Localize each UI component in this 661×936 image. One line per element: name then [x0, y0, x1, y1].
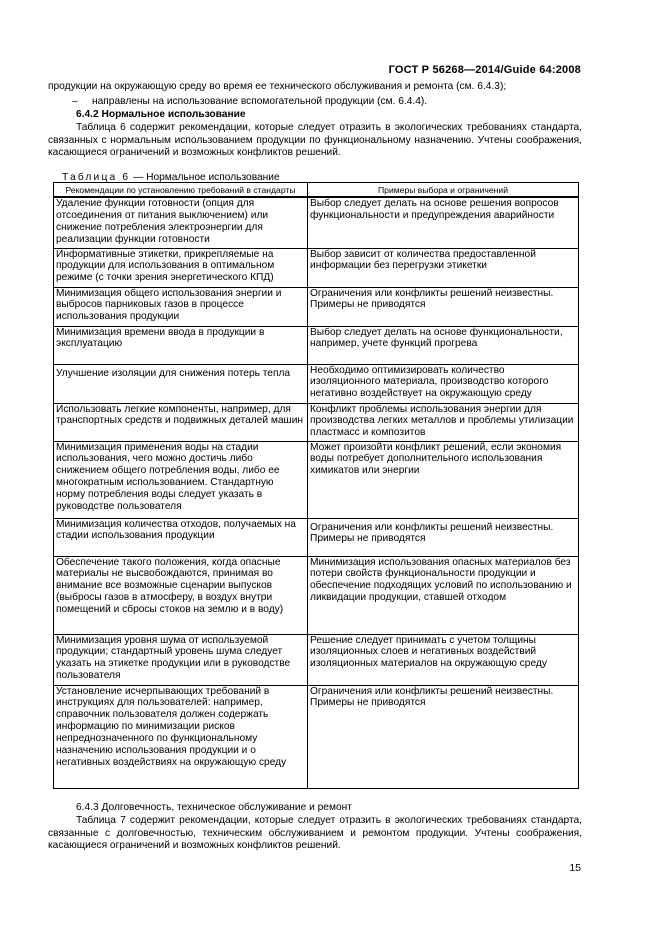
table-row [54, 248, 579, 287]
recommendation-cell: Обеспечение такого положения, когда опасные материалы не высвобождаются, принимая во внимание все возможные сценарии выпусков (выбросы газов в атмосферу, в воздух внутри помещений и сбросы стоков на землю и в воду) [54, 556, 308, 634]
table-row [54, 441, 579, 518]
table-row [54, 403, 579, 441]
table-row [54, 634, 579, 685]
table-row [54, 685, 579, 788]
header-recommendations: Рекомендации по установлению требований в стандарты [54, 183, 308, 198]
table-row [54, 326, 579, 364]
example-cell: Может произойти конфликт решений, если экономия воды потребует дополнительного использования химикатов или энергии [308, 441, 579, 518]
recommendations-table [53, 182, 579, 789]
header-examples: Примеры выбора и ограничений [308, 183, 579, 198]
table-row [54, 287, 579, 326]
recommendation-cell: Минимизация времени ввода в продукции в эксплуатацию [54, 326, 308, 364]
subsection-paragraph: Таблица 7 содержит рекомендации, которые следует отразить в экологических требованиях стандарта, связанные с долговечностью, техническим обслуживанием и ремонтом продукции. Учтены соображения, касающиеся ограничений и возможных конфликтов решений. [48, 815, 582, 852]
example-cell: Минимизация использования опасных материалов без потери свойств функциональности продукции и обеспечение подходящих условий по использованию и ликвидации продукции, ставшей отходом [308, 556, 579, 634]
recommendation-cell: Улучшение изоляции для снижения потерь тепла [54, 364, 308, 403]
table-row [54, 197, 579, 248]
page-number: 15 [569, 862, 581, 874]
recommendation-cell: Информативные этикетки, прикрепляемые на продукции для использования в оптимальном режиме (с точки зрения энергетического КПД) [54, 248, 308, 287]
table-row [54, 518, 579, 556]
table-header-row [54, 183, 579, 198]
recommendation-cell: Минимизация количества отходов, получаемых на стадии использования продукции [54, 518, 308, 556]
bullet-text: направлены на использование вспомогательной продукции (см. 6.4.4). [92, 96, 428, 107]
recommendation-cell: Минимизация применения воды на стадии использования, чего можно достичь либо снижением общего потребления воды, либо ее многократным использованием. Стандартную норму потребления воды следует указать в руководстве пользователя [54, 441, 308, 518]
subsection-heading: 6.4.3 Долговечность, техническое обслуживание и ремонт [76, 802, 352, 813]
example-cell: Необходимо оптимизировать количество изоляционного материала, производство которого негативно воздействует на окружающую среду [308, 364, 579, 403]
example-cell: Выбор следует делать на основе функциональности, например, учете функций прогрева [308, 326, 579, 364]
example-cell: Выбор зависит от количества предоставленной информации без перегрузки этикетки [308, 248, 579, 287]
recommendation-cell: Установление исчерпывающих требований в инструкциях для пользователей: например, справочник пользователя должен содержать информацию по минимизации рисков непреднозначенного по функциональному назначению использования продукции и о негативных воздействиях на окружающую среду [54, 685, 308, 788]
table-row [54, 364, 579, 403]
example-cell: Конфликт проблемы использования энергии для производства легких металлов и проблемы утилизации пластмасс и композитов [308, 403, 579, 441]
section-paragraph: Таблица 6 содержит рекомендации, которые следует отразить в экологических требованиях стандарта, связанных с нормальным использованием продукции по функциональному назначению. Учтены соображения, касающиеся ограничений и возможных конфликтов решений. [48, 122, 582, 159]
table-caption-label: Таблица 6 [62, 172, 131, 183]
recommendation-cell: Использовать легкие компоненты, например, для транспортных средств и подвижных деталей машин [54, 403, 308, 441]
table-row [54, 556, 579, 634]
table-caption-title: — Нормальное использование [130, 172, 280, 183]
example-cell: Ограничения или конфликты решений неизвестны. Примеры не приводятся [308, 685, 579, 788]
section-heading: 6.4.2 Нормальное использование [76, 109, 246, 120]
recommendation-cell: Минимизация общего использования энергии и выбросов парниковых газов в процессе использования продукции [54, 287, 308, 326]
document-header: ГОСТ Р 56268—2014/Guide 64:2008 [388, 64, 581, 76]
continuation-text: продукции на окружающую среду во время ее технического обслуживания и ремонта (см. 6.4.3); [48, 81, 507, 92]
recommendation-cell: Минимизация уровня шума от используемой продукции; стандартный уровень шума следует указать на этикетке продукции или в руководстве пользователя [54, 634, 308, 685]
recommendation-cell: Удаление функции готовности (опция для отсоединения от питания выключением) или снижение потребления электроэнергии для реализации функции готовности [54, 197, 308, 248]
bullet-item [72, 96, 428, 109]
example-cell: Выбор следует делать на основе решения вопросов функциональности и предупреждения аварийности [308, 197, 579, 248]
example-cell: Ограничения или конфликты решений неизвестны. Примеры не приводятся [308, 518, 579, 556]
example-cell: Ограничения или конфликты решений неизвестны. Примеры не приводятся [308, 287, 579, 326]
example-cell: Решение следует принимать с учетом толщины изоляционных слоев и негативных воздействий изоляционных материалов на окружающую среду [308, 634, 579, 685]
dash-bullet: – [72, 96, 78, 107]
